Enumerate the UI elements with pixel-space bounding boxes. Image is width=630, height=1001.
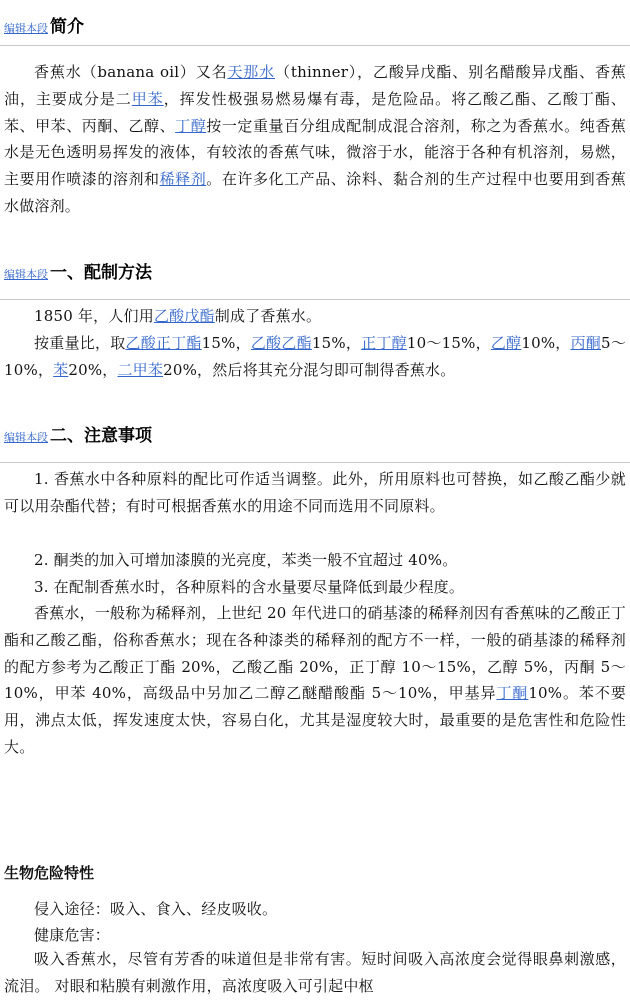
text-run: 15%，	[311, 334, 362, 352]
section-title: 二、注意事项	[50, 426, 152, 446]
keyword-link[interactable]: 苯	[53, 360, 69, 379]
bio-health-hazard-label: 健康危害：	[34, 926, 111, 944]
keyword-link[interactable]: 甲苯	[131, 89, 164, 108]
keyword-link[interactable]: 乙酸戊酯	[153, 307, 215, 325]
edit-section-link[interactable]: 编辑本段	[4, 431, 48, 444]
text-run: 按重量比，取	[34, 334, 126, 352]
method-paragraph-2	[4, 330, 626, 384]
section-title: 简介	[50, 17, 84, 37]
section-header-method	[4, 258, 152, 283]
section-header-intro	[4, 12, 84, 37]
text-run: 5～10%，	[4, 334, 627, 379]
text-run: 香蕉水（banana oil）又名	[34, 63, 228, 81]
intro-paragraph	[4, 59, 626, 220]
keyword-link[interactable]: 乙醇	[490, 334, 522, 352]
text-run: 制成了香蕉水。	[214, 307, 322, 325]
keyword-link[interactable]: 正丁醇	[361, 334, 407, 352]
bio-health-hazard-text: 吸入香蕉水，尽管有芳香的味道但是非常有害。短时间吸入高浓度会觉得眼鼻刺激感，流泪。 对眼和粘膜有刺激作用，高浓度吸入可引起中枢	[4, 950, 626, 995]
bio-exposure-routes: 侵入途径：吸入、食入、经皮吸收。	[34, 900, 278, 918]
text-run: 香蕉水，一般称为稀释剂，上世纪 20 年代进口的硝基漆的稀释剂因有香蕉味的乙酸正丁酯和乙酸乙酯，俗称香蕉水；现在各种漆类的稀释剂的配方不一样，一般的硝基漆的稀释剂的配方参考为乙酸正丁酯 20%，乙酸乙酯 20%，正丁醇 10～15%，乙醇 5%，丙酮 5～10%，甲苯 40%，高级品中另加乙二醇乙醚醋酸酯 5～10%，甲基异	[4, 604, 626, 703]
edit-section-link[interactable]: 编辑本段	[4, 268, 48, 281]
text-run: （thinner），乙酸异戊酯、别名醋酸异戊酯、香蕉油，主要成分是二	[4, 63, 627, 108]
notes-item-2: 2. 酮类的加入可增加漆膜的光亮度，苯类一般不宜超过 40%。	[34, 551, 458, 569]
keyword-link[interactable]: 乙酸乙酯	[250, 334, 312, 352]
keyword-link[interactable]: 乙酸正丁酯	[125, 334, 202, 352]
text-run: 15%，	[201, 334, 251, 352]
text-run: ，挥发性极强易燃易爆有毒，是危险品。将乙酸乙酯、乙酸丁酯、苯、甲苯、丙酮、乙醇、	[4, 89, 626, 135]
text-run: 按一定重量百分组成配制成混合溶剂，称之为香蕉水。纯香蕉水是无色透明易挥发的液体，有较浓的香蕉气味，微溶于水，能溶于各种有机溶剂，易燃，主要用作喷漆的溶剂和	[4, 116, 627, 189]
keyword-link[interactable]: 丁醇	[175, 116, 207, 135]
notes-paragraph-4	[4, 600, 626, 761]
bio-hazard-title: 生物危险特性	[4, 864, 95, 882]
text-run: 。在许多化工产品、涂料、黏合剂的生产过程中也要用到香蕉水做溶剂。	[4, 170, 626, 215]
keyword-link[interactable]: 天那水	[227, 63, 276, 81]
keyword-link[interactable]: 丙酮	[570, 334, 602, 352]
keyword-link[interactable]: 丁酮	[496, 684, 529, 703]
section-divider	[0, 45, 630, 46]
keyword-link[interactable]: 二甲苯	[117, 360, 164, 379]
keyword-link[interactable]: 稀释剂	[159, 170, 207, 189]
section-header-notes	[4, 421, 152, 446]
text-run: 10～15%，	[406, 334, 491, 352]
section-divider	[0, 462, 630, 463]
text-run: 10%。苯不要用，沸点太低，挥发速度太快，容易白化，尤其是湿度较大时，最重要的是危害性和危险性大。	[4, 684, 626, 756]
notes-item-1: 1. 香蕉水中各种原料的配比可作适当调整。此外，所用原料也可替换，如乙酸乙酯少就可以用杂酯代替；有时可根据香蕉水的用途不同而选用不同原料。	[4, 470, 626, 515]
notes-item-3: 3. 在配制香蕉水时，各种原料的含水量要尽量降低到最少程度。	[34, 578, 465, 596]
section-divider	[0, 299, 630, 300]
method-paragraph-1	[4, 303, 626, 330]
text-run: 10%，	[521, 334, 571, 352]
text-run: 1850 年，人们用	[34, 307, 154, 325]
text-run: 20%，然后将其充分混匀即可制得香蕉水。	[163, 360, 456, 379]
text-run: 20%，	[68, 360, 118, 379]
section-title: 一、配制方法	[50, 263, 152, 283]
edit-section-link[interactable]: 编辑本段	[4, 22, 48, 35]
